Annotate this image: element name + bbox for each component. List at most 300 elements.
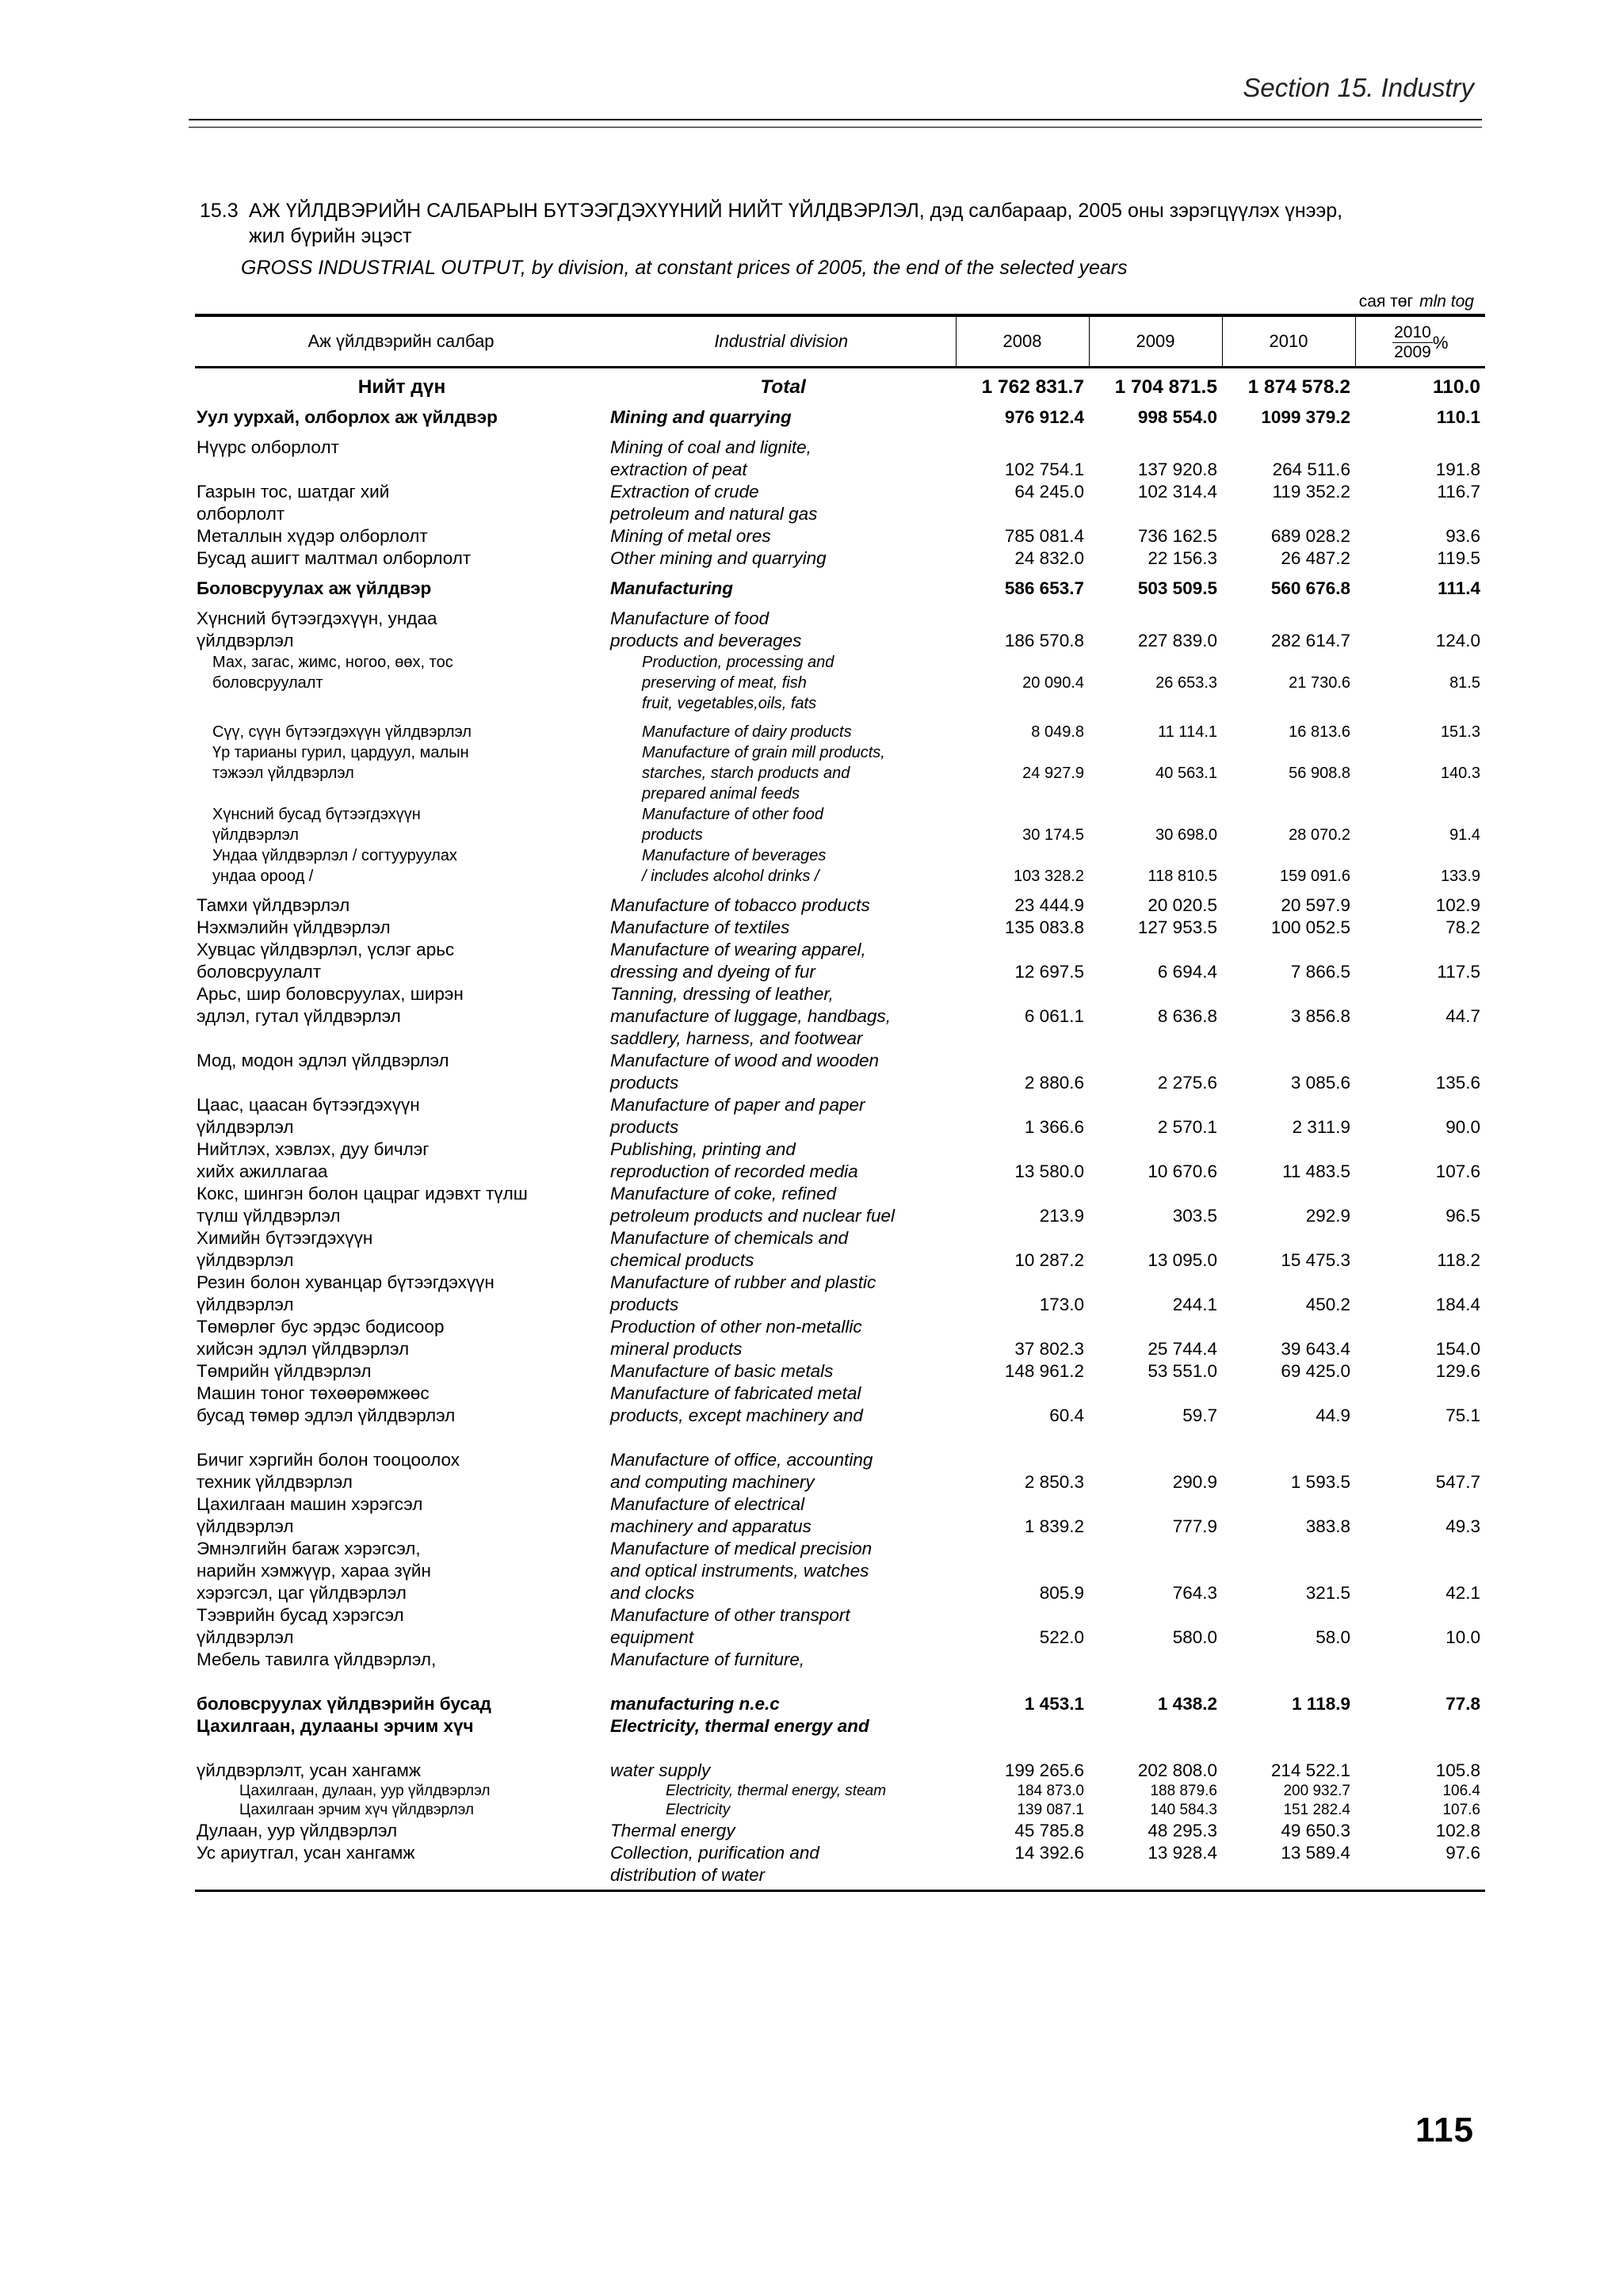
cell-2010 bbox=[1222, 845, 1355, 866]
table-row bbox=[195, 1782, 1485, 1801]
table-row bbox=[195, 1094, 1485, 1116]
cell-2009 bbox=[1089, 1028, 1222, 1050]
cell-2010 bbox=[1222, 1138, 1355, 1161]
cell-division-mn: хийх ажиллагаа bbox=[197, 1161, 328, 1181]
cell-2009 bbox=[1089, 693, 1222, 714]
cell-2009: 20 020.5 bbox=[1148, 895, 1217, 915]
cell-percent: 191.8 bbox=[1435, 460, 1480, 479]
cell-percent: 110.1 bbox=[1436, 407, 1480, 427]
cell-2009: 26 653.3 bbox=[1155, 674, 1217, 692]
cell-division-en: dressing and dyeing of fur bbox=[610, 962, 815, 982]
cell-2009 bbox=[1089, 784, 1222, 804]
cell-division-mn: Нийт дүн bbox=[357, 376, 446, 398]
cell-2010 bbox=[1222, 1383, 1355, 1405]
cell-division-en: chemical products bbox=[610, 1250, 754, 1270]
cell-2009: 40 563.1 bbox=[1155, 765, 1217, 782]
cell-2008: 785 081.4 bbox=[1004, 526, 1084, 546]
cell-percent: 119.5 bbox=[1437, 548, 1480, 568]
cell-2010 bbox=[1222, 693, 1355, 714]
cell-division-mn bbox=[195, 1072, 607, 1094]
cell-percent bbox=[1355, 845, 1485, 866]
col-header-en: Industrial division bbox=[607, 315, 956, 368]
table-row bbox=[195, 547, 1485, 570]
cell-division-en: Production of other non-metallic bbox=[610, 1317, 862, 1337]
cell-2009: 1 704 871.5 bbox=[1114, 376, 1217, 398]
table-row bbox=[195, 887, 1485, 917]
table-row bbox=[195, 1671, 1485, 1715]
cell-2008: 1 366.6 bbox=[1024, 1117, 1084, 1137]
cell-division-mn: Мод, модон эдлэл үйлдвэрлэл bbox=[197, 1051, 449, 1070]
cell-division-mn: үйлдвэрлэл bbox=[197, 1516, 294, 1536]
cell-division-en: Electricity, thermal energy, steam bbox=[666, 1783, 887, 1799]
cell-division-en: Manufacture of furniture, bbox=[610, 1650, 805, 1669]
cell-division-en: Other mining and quarrying bbox=[610, 548, 827, 568]
cell-2010: 1099 379.2 bbox=[1261, 407, 1350, 427]
cell-2008: 586 653.7 bbox=[1004, 578, 1084, 598]
cell-percent: 106.4 bbox=[1442, 1783, 1480, 1799]
table-row bbox=[195, 693, 1485, 714]
cell-2009: 25 744.4 bbox=[1148, 1339, 1217, 1359]
cell-2009: 8 636.8 bbox=[1157, 1006, 1217, 1026]
cell-2010 bbox=[1222, 503, 1355, 525]
cell-division-mn: ундаа ороод / bbox=[212, 868, 314, 885]
cell-division-mn: Нийтлэх, хэвлэх, дуу бичлэг bbox=[197, 1139, 430, 1159]
cell-2008 bbox=[956, 1383, 1089, 1405]
cell-division-mn: боловсруулалт bbox=[212, 674, 323, 692]
cell-division-en: Manufacture of wood and wooden bbox=[610, 1051, 879, 1070]
cell-division-en: equipment bbox=[610, 1627, 694, 1647]
cell-2008 bbox=[956, 503, 1089, 525]
cell-division-en: and optical instruments, watches bbox=[610, 1561, 869, 1581]
cell-division-en: and computing machinery bbox=[610, 1472, 815, 1492]
cell-division-en: Manufacture of chemicals and bbox=[610, 1228, 849, 1248]
table-row bbox=[195, 866, 1485, 887]
table-row bbox=[195, 368, 1485, 399]
table-row bbox=[195, 1627, 1485, 1649]
table-row bbox=[195, 1471, 1485, 1493]
unit-en: mln tog bbox=[1419, 292, 1474, 311]
cell-2009: 53 551.0 bbox=[1148, 1361, 1217, 1381]
cell-2009: 290.9 bbox=[1172, 1472, 1217, 1492]
cell-division-mn: бусад төмөр эдлэл үйлдвэрлэл bbox=[197, 1405, 456, 1425]
cell-2010 bbox=[1222, 600, 1355, 630]
cell-division-mn bbox=[195, 693, 607, 714]
cell-division-en: machinery and apparatus bbox=[610, 1516, 812, 1536]
cell-2009 bbox=[1089, 1383, 1222, 1405]
cell-percent: 547.7 bbox=[1435, 1472, 1480, 1492]
table-row bbox=[195, 845, 1485, 866]
cell-2008: 13 580.0 bbox=[1014, 1161, 1084, 1181]
table-row bbox=[195, 399, 1485, 429]
cell-division-en: Manufacture of medical precision bbox=[610, 1539, 873, 1558]
cell-percent bbox=[1355, 983, 1485, 1005]
cell-2010: 159 091.6 bbox=[1280, 868, 1350, 885]
cell-2008: 102 754.1 bbox=[1004, 460, 1084, 479]
cell-2008: 24 832.0 bbox=[1014, 548, 1084, 568]
table-row bbox=[195, 917, 1485, 939]
cell-2010 bbox=[1222, 1493, 1355, 1516]
cell-percent bbox=[1355, 939, 1485, 961]
cell-2010: 3 085.6 bbox=[1290, 1073, 1350, 1093]
cell-2010: 2 311.9 bbox=[1292, 1117, 1350, 1137]
cell-2009: 580.0 bbox=[1172, 1627, 1217, 1647]
cell-2010 bbox=[1222, 742, 1355, 763]
cell-division-mn: боловсруулах үйлдвэрийн бусад bbox=[197, 1694, 491, 1714]
cell-2009: 127 953.5 bbox=[1137, 917, 1217, 937]
cell-percent bbox=[1355, 693, 1485, 714]
cell-2008 bbox=[956, 1604, 1089, 1627]
cell-division-mn: үйлдвэрлэл bbox=[212, 826, 299, 844]
cell-percent: 10.0 bbox=[1445, 1627, 1480, 1647]
cell-2010: 39 643.4 bbox=[1281, 1339, 1350, 1359]
cell-percent bbox=[1355, 1383, 1485, 1405]
cell-2008: 1 839.2 bbox=[1024, 1516, 1084, 1536]
cell-2010: 282 614.7 bbox=[1270, 631, 1350, 650]
cell-2009: 10 670.6 bbox=[1148, 1161, 1217, 1181]
cell-percent bbox=[1355, 1050, 1485, 1072]
cell-division-en: Mining of metal ores bbox=[610, 526, 771, 546]
cell-2008: 30 174.5 bbox=[1022, 826, 1084, 844]
cell-2010 bbox=[1222, 1028, 1355, 1050]
cell-division-en: Manufacture of beverages bbox=[642, 847, 827, 864]
cell-2008 bbox=[956, 1094, 1089, 1116]
table-row bbox=[195, 983, 1485, 1005]
cell-2010 bbox=[1222, 1183, 1355, 1205]
table-row bbox=[195, 1360, 1485, 1383]
cell-2008: 805.9 bbox=[1039, 1583, 1084, 1603]
cell-division-en: products bbox=[610, 1295, 679, 1314]
table-row bbox=[195, 804, 1485, 825]
cell-division-en: products bbox=[610, 1073, 679, 1093]
cell-2008: 1 762 831.7 bbox=[981, 376, 1084, 398]
cell-2010 bbox=[1222, 1427, 1355, 1471]
cell-division-mn bbox=[195, 459, 607, 481]
table-row bbox=[195, 459, 1485, 481]
cell-2009 bbox=[1089, 1050, 1222, 1072]
cell-2010: 100 052.5 bbox=[1270, 917, 1350, 937]
cell-division-mn: Цахилгаан машин хэрэгсэл bbox=[197, 1494, 423, 1514]
cell-2008: 23 444.9 bbox=[1014, 895, 1084, 915]
cell-2008: 8 049.8 bbox=[1031, 723, 1084, 741]
table-body bbox=[195, 368, 1485, 1891]
cell-2010: 7 866.5 bbox=[1290, 962, 1350, 982]
cell-percent: 102.9 bbox=[1435, 895, 1480, 915]
cell-division-mn: үйлдвэрлэл bbox=[197, 1250, 294, 1270]
cell-division-en: Publishing, printing and bbox=[610, 1139, 796, 1159]
cell-division-mn: Дулаан, уур үйлдвэрлэл bbox=[197, 1821, 398, 1840]
cell-2008: 60.4 bbox=[1049, 1405, 1084, 1425]
cell-division-mn: Мах, загас, жимс, ногоо, өөх, тос bbox=[212, 654, 453, 671]
cell-division-en: Thermal energy bbox=[610, 1821, 735, 1840]
cell-2010: 383.8 bbox=[1305, 1516, 1350, 1536]
cell-2010 bbox=[1222, 1715, 1355, 1737]
cell-division-en: preserving of meat, fish bbox=[642, 674, 807, 692]
cell-2009 bbox=[1089, 939, 1222, 961]
cell-division-en: / includes alcohol drinks / bbox=[642, 868, 819, 885]
cell-division-mn: техник үйлдвэрлэл bbox=[197, 1472, 353, 1492]
cell-2008: 139 087.1 bbox=[1017, 1802, 1084, 1818]
cell-division-en: products, except machinery and bbox=[610, 1405, 863, 1425]
cell-percent: 110.0 bbox=[1433, 376, 1480, 398]
cell-percent bbox=[1355, 600, 1485, 630]
cell-2010: 11 483.5 bbox=[1282, 1161, 1350, 1181]
cell-percent: 93.6 bbox=[1445, 526, 1480, 546]
cell-percent bbox=[1355, 1272, 1485, 1294]
cell-2010: 200 932.7 bbox=[1283, 1783, 1350, 1799]
table-row bbox=[195, 1161, 1485, 1183]
cell-2009 bbox=[1089, 1427, 1222, 1471]
cell-division-en: Manufacture of rubber and plastic bbox=[610, 1272, 876, 1292]
cell-division-en: Manufacture of wearing apparel, bbox=[610, 940, 866, 959]
cell-2010: 69 425.0 bbox=[1281, 1361, 1350, 1381]
cell-percent bbox=[1355, 429, 1485, 459]
cell-2010: 3 856.8 bbox=[1290, 1006, 1350, 1026]
cell-percent: 107.6 bbox=[1442, 1802, 1480, 1818]
table-row bbox=[195, 1649, 1485, 1671]
cell-2009: 118 810.5 bbox=[1148, 868, 1217, 885]
cell-2009: 13 095.0 bbox=[1148, 1250, 1217, 1270]
table-row bbox=[195, 1604, 1485, 1627]
cell-2008: 148 961.2 bbox=[1004, 1361, 1084, 1381]
cell-percent: 102.8 bbox=[1435, 1821, 1480, 1840]
cell-percent bbox=[1355, 1715, 1485, 1737]
table-row bbox=[195, 961, 1485, 983]
table-row bbox=[195, 1493, 1485, 1516]
cell-2008: 2 850.3 bbox=[1024, 1472, 1084, 1492]
cell-2009: 6 694.4 bbox=[1157, 962, 1217, 982]
table-row bbox=[195, 652, 1485, 673]
cell-2010: 292.9 bbox=[1305, 1206, 1350, 1226]
cell-percent: 42.1 bbox=[1445, 1583, 1480, 1603]
table-number: 15.3 bbox=[200, 200, 239, 222]
cell-2009: 2 275.6 bbox=[1157, 1073, 1217, 1093]
cell-2008 bbox=[956, 1864, 1089, 1891]
cell-division-en: Manufacture of fabricated metal bbox=[610, 1383, 861, 1403]
table-row bbox=[195, 673, 1485, 693]
cell-division-mn: Арьс, шир боловсруулах, ширэн bbox=[197, 984, 464, 1004]
col-header-percent bbox=[1355, 315, 1485, 368]
cell-2008: 976 912.4 bbox=[1004, 407, 1084, 427]
col-header-mn: Аж үйлдвэрийн салбар bbox=[195, 315, 607, 368]
cell-division-en: Manufacture of other transport bbox=[610, 1605, 850, 1625]
cell-2010 bbox=[1222, 429, 1355, 459]
table-row bbox=[195, 939, 1485, 961]
cell-2008 bbox=[956, 939, 1089, 961]
cell-division-mn: үйлдвэрлэлт, усан хангамж bbox=[197, 1760, 421, 1780]
cell-2008 bbox=[956, 652, 1089, 673]
cell-division-mn: нарийн хэмжүүр, хараа зүйн bbox=[197, 1561, 431, 1581]
cell-2010: 16 813.6 bbox=[1289, 723, 1350, 741]
cell-percent: 111.4 bbox=[1438, 578, 1480, 598]
cell-2010 bbox=[1222, 652, 1355, 673]
table-row bbox=[195, 570, 1485, 600]
cell-2010: 44.9 bbox=[1316, 1405, 1350, 1425]
cell-division-en: Manufacture of textiles bbox=[610, 917, 790, 937]
title-mn-line1: АЖ ҮЙЛДВЭРИЙН САЛБАРЫН БҮТЭЭГДЭХҮҮНИЙ НИЙТ ҮЙЛДВЭРЛЭЛ, дэд салбараар, 2005 оны зэрэгцүүлэх үнээр, bbox=[249, 200, 1343, 222]
cell-2010 bbox=[1222, 1050, 1355, 1072]
cell-2009 bbox=[1089, 742, 1222, 763]
cell-division-mn: Үр тарианы гурил, цардуул, малын bbox=[212, 744, 469, 761]
cell-2010: 151 282.4 bbox=[1283, 1802, 1350, 1818]
cell-division-en: fruit, vegetables,oils, fats bbox=[642, 695, 817, 712]
cell-percent bbox=[1355, 1183, 1485, 1205]
cell-division-mn: олборлолт bbox=[197, 504, 285, 524]
cell-2010: 15 475.3 bbox=[1281, 1250, 1350, 1270]
cell-2009 bbox=[1089, 804, 1222, 825]
cell-2009 bbox=[1089, 1094, 1222, 1116]
cell-percent: 133.9 bbox=[1440, 868, 1480, 885]
cell-2009 bbox=[1089, 1538, 1222, 1560]
cell-2009 bbox=[1089, 1272, 1222, 1294]
cell-2010 bbox=[1222, 1538, 1355, 1560]
cell-division-mn: Газрын тос, шатдаг хий bbox=[197, 482, 390, 502]
cell-2010: 20 597.9 bbox=[1281, 895, 1350, 915]
cell-division-en: Manufacturing bbox=[610, 578, 733, 598]
table-row bbox=[195, 1249, 1485, 1272]
col-header-2009: 2009 bbox=[1089, 315, 1222, 368]
col-header-2008: 2008 bbox=[956, 315, 1089, 368]
cell-2008 bbox=[956, 429, 1089, 459]
cell-division-mn bbox=[195, 784, 607, 804]
cell-2010 bbox=[1222, 1094, 1355, 1116]
cell-division-mn: боловсруулалт bbox=[197, 962, 322, 982]
cell-2009: 764.3 bbox=[1172, 1583, 1217, 1603]
cell-division-mn: үйлдвэрлэл bbox=[197, 1117, 294, 1137]
cell-division-mn: хийсэн эдлэл үйлдвэрлэл bbox=[197, 1339, 410, 1359]
table-row bbox=[195, 1427, 1485, 1471]
cell-division-mn: Цаас, цаасан бүтээгдэхүүн bbox=[197, 1095, 420, 1115]
cell-division-en: Manufacture of basic metals bbox=[610, 1361, 834, 1381]
table-row bbox=[195, 429, 1485, 459]
cell-2009: 102 314.4 bbox=[1137, 482, 1217, 502]
cell-percent: 140.3 bbox=[1440, 765, 1480, 782]
cell-division-en: petroleum products and nuclear fuel bbox=[610, 1206, 895, 1226]
cell-division-en: Manufacture of food bbox=[610, 608, 769, 628]
cell-percent: 151.3 bbox=[1440, 723, 1480, 741]
table-row bbox=[195, 714, 1485, 742]
cell-2009: 736 162.5 bbox=[1137, 526, 1217, 546]
cell-2009: 137 920.8 bbox=[1137, 460, 1217, 479]
cell-percent bbox=[1355, 1316, 1485, 1338]
cell-2009 bbox=[1089, 1715, 1222, 1737]
pct-numerator: 2010 bbox=[1394, 323, 1431, 341]
cell-2008 bbox=[956, 1649, 1089, 1671]
cell-division-en: saddlery, harness, and footwear bbox=[610, 1028, 863, 1048]
cell-2009: 13 928.4 bbox=[1148, 1843, 1217, 1863]
cell-2009 bbox=[1089, 1649, 1222, 1671]
unit-mn: сая төг bbox=[1358, 292, 1414, 311]
cell-percent: 81.5 bbox=[1449, 674, 1480, 692]
cell-percent: 107.6 bbox=[1435, 1161, 1480, 1181]
cell-division-en: Manufacture of grain mill products, bbox=[642, 744, 885, 761]
cell-division-en: and clocks bbox=[610, 1583, 695, 1603]
cell-2008: 184 873.0 bbox=[1017, 1783, 1084, 1799]
cell-2009 bbox=[1089, 503, 1222, 525]
cell-percent: 96.5 bbox=[1445, 1206, 1480, 1226]
table-row bbox=[195, 1383, 1485, 1405]
cell-2008: 199 265.6 bbox=[1004, 1760, 1084, 1780]
cell-2008 bbox=[956, 693, 1089, 714]
cell-2009: 777.9 bbox=[1172, 1516, 1217, 1536]
cell-division-en: Manufacture of office, accounting bbox=[610, 1450, 873, 1470]
cell-division-mn: Уул уурхай, олборлох аж үйлдвэр bbox=[197, 407, 498, 427]
cell-2008 bbox=[956, 804, 1089, 825]
cell-2010 bbox=[1222, 939, 1355, 961]
cell-percent bbox=[1355, 784, 1485, 804]
cell-2008: 213.9 bbox=[1039, 1206, 1084, 1226]
cell-division-mn: Хүнсний бусад бүтээгдэхүүн bbox=[212, 806, 421, 823]
table-row bbox=[195, 1538, 1485, 1560]
cell-2010: 264 511.6 bbox=[1272, 460, 1350, 479]
cell-2009 bbox=[1089, 1604, 1222, 1627]
cell-percent: 91.4 bbox=[1449, 826, 1480, 844]
cell-2008 bbox=[956, 600, 1089, 630]
table-row bbox=[195, 481, 1485, 503]
cell-2008: 522.0 bbox=[1039, 1627, 1084, 1647]
table-row bbox=[195, 1801, 1485, 1820]
cell-division-en: Collection, purification and bbox=[610, 1843, 819, 1863]
cell-2010 bbox=[1222, 804, 1355, 825]
cell-percent bbox=[1355, 1028, 1485, 1050]
table-row bbox=[195, 1582, 1485, 1604]
cell-2009: 202 808.0 bbox=[1137, 1760, 1217, 1780]
table-row bbox=[195, 742, 1485, 763]
cell-division-mn: түлш үйлдвэрлэл bbox=[197, 1206, 341, 1226]
cell-2010 bbox=[1222, 1316, 1355, 1338]
cell-division-en: products bbox=[642, 826, 703, 844]
cell-2008 bbox=[956, 1427, 1089, 1471]
cell-percent: 124.0 bbox=[1435, 631, 1480, 650]
cell-division-en: Mining and quarrying bbox=[610, 407, 792, 427]
cell-percent bbox=[1355, 1094, 1485, 1116]
cell-percent bbox=[1355, 503, 1485, 525]
table-row bbox=[195, 630, 1485, 652]
cell-division-mn: Цахилгаан, дулаан, уур үйлдвэрлэл bbox=[239, 1783, 491, 1799]
cell-division-en: Manufacture of other food bbox=[642, 806, 824, 823]
cell-division-mn: Хүнсний бүтээгдэхүүн, ундаа bbox=[197, 608, 437, 628]
cell-division-en: Manufacture of electrical bbox=[610, 1494, 805, 1514]
cell-division-mn: үйлдвэрлэл bbox=[197, 631, 294, 650]
cell-division-mn: Тээврийн бусад хэрэгсэл bbox=[197, 1605, 404, 1625]
cell-percent bbox=[1355, 742, 1485, 763]
cell-2010: 13 589.4 bbox=[1281, 1843, 1350, 1863]
cell-2008 bbox=[956, 1028, 1089, 1050]
page-number: 115 bbox=[1415, 2111, 1474, 2149]
cell-2008: 6 061.1 bbox=[1024, 1006, 1084, 1026]
cell-2008: 45 785.8 bbox=[1014, 1821, 1084, 1840]
cell-division-en: Manufacture of coke, refined bbox=[610, 1184, 837, 1203]
cell-division-mn: Ундаа үйлдвэрлэл / согтууруулах bbox=[212, 847, 457, 864]
cell-division-en: water supply bbox=[610, 1760, 711, 1780]
cell-percent bbox=[1355, 1649, 1485, 1671]
cell-2008: 2 880.6 bbox=[1024, 1073, 1084, 1093]
cell-2009 bbox=[1089, 1183, 1222, 1205]
cell-2010 bbox=[1222, 1227, 1355, 1249]
cell-2008: 64 245.0 bbox=[1014, 482, 1084, 502]
cell-division-mn: Ус ариутгал, усан хангамж bbox=[197, 1843, 415, 1863]
cell-percent bbox=[1355, 1493, 1485, 1516]
cell-2009: 244.1 bbox=[1172, 1295, 1217, 1314]
table-row bbox=[195, 1072, 1485, 1094]
cell-2010: 21 730.6 bbox=[1289, 674, 1350, 692]
cell-2010: 1 874 578.2 bbox=[1247, 376, 1350, 398]
table-header-row bbox=[195, 315, 1485, 368]
table-row bbox=[195, 1820, 1485, 1842]
cell-division-en: products bbox=[610, 1117, 679, 1137]
cell-division-en: Extraction of crude bbox=[610, 482, 759, 502]
cell-2009: 303.5 bbox=[1172, 1206, 1217, 1226]
cell-division-en: petroleum and natural gas bbox=[610, 504, 818, 524]
